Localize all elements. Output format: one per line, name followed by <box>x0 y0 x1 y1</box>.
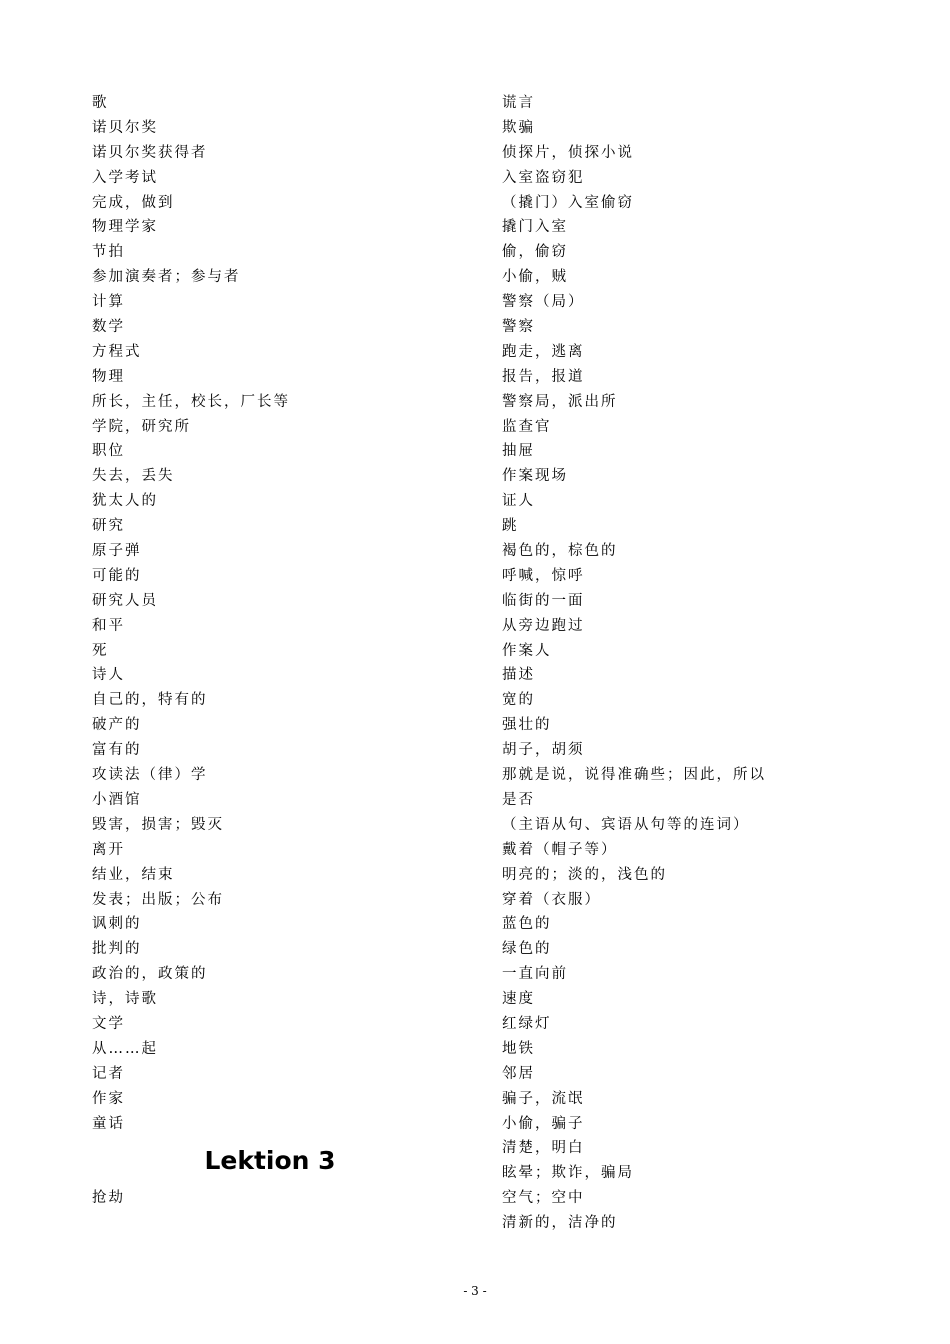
vocab-entry: 抽屉 <box>502 443 535 460</box>
vocab-entry: 欺骗 <box>502 119 535 136</box>
vocab-entry: 证人 <box>502 493 535 510</box>
vocab-entry: 原子弹 <box>92 543 142 560</box>
vocab-entry: 物理学家 <box>92 219 158 236</box>
vocab-entry: 跳 <box>502 518 519 535</box>
vocab-entry: 是否 <box>502 791 535 808</box>
vocab-entry: 入室盗窃犯 <box>502 169 585 186</box>
vocab-entry: 作家 <box>92 1090 125 1107</box>
vocab-entry: （主语从句、宾语从句等的连词） <box>502 816 750 833</box>
vocab-entry: 结业，结束 <box>92 866 175 883</box>
vocab-entry: 发表；出版；公布 <box>92 891 224 908</box>
vocab-entry: 眩晕；欺诈，骗局 <box>502 1165 634 1182</box>
vocab-entry: 邻居 <box>502 1065 535 1082</box>
vocab-entry: 穿着（衣服） <box>502 891 601 908</box>
vocab-entry: 从旁边跑过 <box>502 617 585 634</box>
vocab-entry: 批判的 <box>92 941 142 958</box>
vocab-entry: 绿色的 <box>502 941 552 958</box>
vocab-entry: 参加演奏者；参与者 <box>92 269 241 286</box>
vocab-entry: 蓝色的 <box>502 916 552 933</box>
vocab-entry: 诺贝尔奖 <box>92 119 158 136</box>
vocab-entry: 诗人 <box>92 667 125 684</box>
vocab-entry: 清新的，洁净的 <box>502 1215 618 1232</box>
vocab-entry: 偷，偷窃 <box>502 244 568 261</box>
vocab-entry: 一直向前 <box>502 966 568 983</box>
vocab-entry: 警察 <box>502 319 535 336</box>
vocab-entry: 侦探片，侦探小说 <box>502 144 634 161</box>
vocab-entry: 入学考试 <box>92 169 158 186</box>
vocab-entry: 自己的，特有的 <box>92 692 208 709</box>
vocab-entry: 警察（局） <box>502 294 585 311</box>
vocab-entry: 撬门入室 <box>502 219 568 236</box>
vocab-entry: 学院，研究所 <box>92 418 191 435</box>
vocab-entry: 毁害，损害；毁灭 <box>92 816 224 833</box>
vocab-entry: 跑走，逃离 <box>502 343 585 360</box>
vocab-entry: 红绿灯 <box>502 1015 552 1032</box>
vocab-entry: 报告，报道 <box>502 368 585 385</box>
vocab-entry: 临街的一面 <box>502 592 585 609</box>
vocab-entry: 那就是说，说得准确些；因此，所以 <box>502 767 766 784</box>
vocab-entry: 谎言 <box>502 95 535 111</box>
vocab-entry: 政治的，政策的 <box>92 966 208 983</box>
vocab-entry: 离开 <box>92 841 125 858</box>
vocab-entry: 明亮的；淡的，浅色的 <box>502 866 667 883</box>
vocab-entry: 小酒馆 <box>92 791 142 808</box>
vocab-entry: 诺贝尔奖获得者 <box>92 144 208 161</box>
vocab-entry: 攻读法（律）学 <box>92 767 208 784</box>
vocab-entry: 文学 <box>92 1015 125 1032</box>
section-heading: Lektion 3 <box>204 1146 336 1176</box>
vocab-entry: 可能的 <box>92 567 142 584</box>
vocab-entry: 褐色的，棕色的 <box>502 543 618 560</box>
vocab-entry: 职位 <box>92 443 125 460</box>
page-number: - 3 - <box>463 1284 487 1298</box>
vocab-entry: 方程式 <box>92 343 142 360</box>
vocab-entry: 计算 <box>92 294 125 311</box>
vocab-entry: 完成，做到 <box>92 194 175 211</box>
vocab-entry: 研究 <box>92 518 125 535</box>
right-vocabulary-column <box>502 91 922 1236</box>
vocab-entry: 数学 <box>92 319 125 336</box>
vocab-entry: 讽刺的 <box>92 916 142 933</box>
vocab-entry: 宽的 <box>502 692 535 709</box>
vocab-entry: 歌 <box>92 95 109 111</box>
vocab-entry: 强壮的 <box>502 717 552 734</box>
vocab-entry: 诗，诗歌 <box>92 991 158 1008</box>
vocab-entry: 从……起 <box>92 1040 158 1057</box>
vocab-entry: 富有的 <box>92 742 142 759</box>
vocab-entry: 研究人员 <box>92 592 158 609</box>
vocab-entry: 作案人 <box>502 642 552 659</box>
vocab-entry: 节拍 <box>92 244 125 261</box>
vocab-entry: 地铁 <box>502 1040 535 1057</box>
left-vocabulary-column <box>92 91 472 1211</box>
vocab-entry: 呼喊，惊呼 <box>502 567 585 584</box>
vocab-entry: 胡子，胡须 <box>502 742 585 759</box>
vocab-entry: 破产的 <box>92 717 142 734</box>
vocab-entry: 戴着（帽子等） <box>502 841 618 858</box>
vocab-entry: 童话 <box>92 1115 125 1132</box>
vocab-entry: 空气；空中 <box>502 1190 585 1207</box>
vocab-entry: 抢劫 <box>92 1190 125 1207</box>
vocab-entry: 物理 <box>92 368 125 385</box>
vocab-entry: 犹太人的 <box>92 493 158 510</box>
vocab-entry: 作案现场 <box>502 468 568 485</box>
vocab-entry: 和平 <box>92 617 125 634</box>
vocab-entry: 小偷，贼 <box>502 269 568 286</box>
vocab-entry: 记者 <box>92 1065 125 1082</box>
vocab-entry: 死 <box>92 642 109 659</box>
vocab-entry: 描述 <box>502 667 535 684</box>
vocab-entry: 骗子，流氓 <box>502 1090 585 1107</box>
vocab-entry: 监查官 <box>502 418 552 435</box>
vocab-entry: 小偷，骗子 <box>502 1115 585 1132</box>
vocab-entry: 失去，丢失 <box>92 468 175 485</box>
vocab-entry: 速度 <box>502 991 535 1008</box>
vocab-entry: 所长，主任，校长，厂长等 <box>92 393 290 410</box>
vocab-entry: （撬门）入室偷窃 <box>502 194 634 211</box>
vocab-entry: 警察局，派出所 <box>502 393 618 410</box>
vocab-entry: 清楚，明白 <box>502 1140 585 1157</box>
